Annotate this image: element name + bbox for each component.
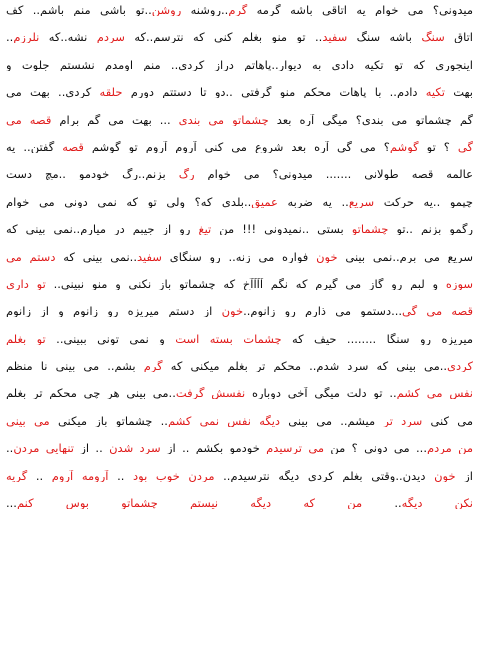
highlighted-phrase: آرومه آروم xyxy=(51,469,109,482)
text-segment: از دستم میریزه رو زانوم و از زانوم xyxy=(6,305,222,318)
highlighted-phrase: تنهایی مردن xyxy=(13,442,74,455)
text-segment: .. تو منو بغلم کنی که نترسم..که xyxy=(124,31,323,44)
text-segment: سریع می برم..نمی بینی xyxy=(337,250,473,263)
highlighted-phrase: روشن xyxy=(151,4,182,16)
text-line xyxy=(6,305,473,317)
highlighted-phrase: دستم می xyxy=(6,250,56,263)
text-segment: اینجوری که تو تکیه دادی به دیوار..پاهاتم دراز کردی.. منم اومدم نشستم جلوت و xyxy=(6,58,473,71)
text-line xyxy=(6,251,473,263)
highlighted-phrase: تیغ xyxy=(198,223,212,236)
text-segment: ..می بینی که سرد شدم.. محکم تر بغلم میکنی که xyxy=(162,360,448,373)
text-segment: ... بهت می گم برام xyxy=(51,113,179,126)
highlighted-phrase: نفسش گرفت xyxy=(175,387,246,400)
text-segment: ؟ تو xyxy=(418,140,458,153)
text-segment: چپمو ..یه حرکت xyxy=(374,195,473,208)
text-segment: باشه سنگ xyxy=(347,31,422,44)
highlighted-phrase: کردی xyxy=(447,360,473,373)
text-segment: ؟ می گی آره بعد شروع می کنی آروم آروم تو گوشم xyxy=(83,140,390,153)
highlighted-phrase: سرد تر xyxy=(383,414,423,427)
text-segment: عالمه قصه طولانی ....... میدونی؟ می خوام xyxy=(194,168,473,181)
text-segment: گم چشماتو می بندی؟ میگی آره بعد xyxy=(268,113,473,126)
text-segment: رو از جیبم در میارم..نمی بینی که xyxy=(6,223,199,236)
text-segment: ...دستمو می ذارم رو زانوم.. xyxy=(243,305,403,318)
text-line xyxy=(6,223,473,235)
highlighted-phrase: می بینی xyxy=(6,414,50,427)
highlighted-phrase: سفید xyxy=(136,250,162,263)
text-segment: ... می دونی ؟ من xyxy=(324,442,427,455)
text-segment: دیدن..وقتی بغلم کردی دیگه نترسیدم.. xyxy=(214,469,435,482)
text-segment: بستی ..نمیدونی !!! من xyxy=(211,223,352,236)
highlighted-phrase: خون xyxy=(434,469,456,482)
highlighted-phrase: سوزه xyxy=(445,277,473,290)
highlighted-phrase: سنگ xyxy=(421,31,445,44)
text-segment: ..روشنه xyxy=(181,4,229,16)
text-segment: .. از xyxy=(74,442,110,455)
text-line xyxy=(6,86,473,98)
text-line xyxy=(6,442,473,454)
text-segment: نشه..که xyxy=(39,31,97,44)
highlighted-phrase: نفس می کشم xyxy=(396,387,473,400)
text-segment: .. xyxy=(6,31,14,44)
text-segment: ..بلدی که؟ ولی تو که نمی دونی می خوام xyxy=(6,195,252,208)
highlighted-phrase: گرم xyxy=(143,360,163,373)
highlighted-phrase: گریه xyxy=(6,469,28,482)
highlighted-phrase: تکیه xyxy=(425,86,445,99)
text-line xyxy=(6,168,473,180)
highlighted-phrase: تو داری xyxy=(6,277,46,290)
highlighted-phrase: نکن دیگه xyxy=(401,497,473,510)
text-line xyxy=(6,278,473,290)
text-segment: بهت xyxy=(444,86,473,99)
highlighted-phrase: سریع xyxy=(348,195,375,208)
highlighted-phrase: چشماتو xyxy=(351,223,389,236)
text-segment: دادم.. با پاهات محکم منو گرفتی ..دو تا دستتم دورم xyxy=(122,86,426,99)
text-segment: می کنی xyxy=(422,414,473,427)
text-line xyxy=(6,470,473,482)
highlighted-phrase: رگ xyxy=(178,168,195,181)
text-line xyxy=(6,4,473,16)
text-segment: .. xyxy=(6,442,14,455)
text-segment: فواره می زنه.. رو سنگای xyxy=(161,250,317,263)
text-segment: و نمی تونی ببینی.. xyxy=(45,332,176,345)
highlighted-phrase: حلقه xyxy=(99,86,123,99)
highlighted-phrase: سردم xyxy=(96,31,125,44)
text-line xyxy=(6,415,473,427)
highlighted-phrase: من مردم xyxy=(426,442,473,455)
text-line xyxy=(6,387,473,399)
text-segment: ..نمی بینی که xyxy=(55,250,137,263)
text-segment: خودمو بکشم .. از xyxy=(160,442,267,455)
text-segment: کردی.. بهت می xyxy=(6,86,100,99)
text-segment: بزنم..رگ خودمو ..مچ دست xyxy=(6,168,179,181)
text-segment: از xyxy=(455,469,473,482)
poem-text-body xyxy=(6,4,473,509)
highlighted-phrase: تو بغلم xyxy=(6,332,46,345)
text-line xyxy=(6,333,473,345)
text-segment: .. xyxy=(27,469,52,482)
text-segment: و لبم رو گاز می گیرم که نگم آآآآخ که چشماتو باز نکنی و منو نبینی.. xyxy=(45,277,446,290)
text-segment: ..تو باشی منم باشم.. کف xyxy=(6,4,152,16)
text-segment: .. xyxy=(362,497,402,510)
highlighted-phrase: سفید xyxy=(322,31,348,44)
highlighted-phrase: قصه می گی xyxy=(402,305,473,318)
highlighted-phrase: نلرزم xyxy=(13,31,40,44)
text-segment: گفتن.. یه xyxy=(6,140,63,153)
highlighted-phrase: مردن خوب بود xyxy=(133,469,215,482)
highlighted-phrase: دیگه نفس نمی کشم xyxy=(167,414,281,427)
text-line xyxy=(6,360,473,372)
highlighted-phrase: چشماتو می بندی xyxy=(178,113,269,126)
text-segment: ..می بینی هر چی محکم تر بغلم xyxy=(6,387,176,400)
text-line xyxy=(6,497,473,509)
text-segment: رگمو بزنم ..تو xyxy=(388,223,473,236)
highlighted-phrase: قصه می xyxy=(6,113,52,126)
text-segment: میریزه رو سنگا ........ حیف که xyxy=(281,332,473,345)
text-segment: .. تو دلت میگی آخی دوباره xyxy=(245,387,397,400)
text-segment: .. xyxy=(108,469,134,482)
text-segment: میشم.. می بینی xyxy=(280,414,384,427)
text-line xyxy=(6,31,473,43)
highlighted-phrase: عمیق xyxy=(251,195,278,208)
text-line xyxy=(6,196,473,208)
highlighted-phrase: من که دیگه نیستم چشماتو بوس کنم xyxy=(16,497,363,510)
highlighted-phrase: خون xyxy=(221,305,244,318)
text-segment: بشم.. می بینی نا منظم xyxy=(6,360,144,373)
highlighted-phrase: گی xyxy=(457,140,473,153)
text-segment: .. چشماتو باز میکنی xyxy=(49,414,168,427)
highlighted-phrase: گوشم xyxy=(389,140,419,153)
highlighted-phrase: می ترسیدم xyxy=(266,442,325,455)
highlighted-phrase: سرد شدن xyxy=(109,442,161,455)
highlighted-phrase: گرم xyxy=(228,4,248,16)
text-segment: ... xyxy=(6,497,17,510)
text-line xyxy=(6,141,473,153)
highlighted-phrase: چشمات بسته است xyxy=(175,332,282,345)
highlighted-phrase: قصه xyxy=(62,140,84,153)
text-line xyxy=(6,59,473,71)
text-segment: اتاق xyxy=(444,31,473,44)
text-line xyxy=(6,114,473,126)
text-segment: .. یه ضربه xyxy=(277,195,349,208)
highlighted-phrase: خون xyxy=(316,250,338,263)
text-segment: میدونی؟ می خوام یه اتاقی باشه گرمه xyxy=(247,4,473,16)
